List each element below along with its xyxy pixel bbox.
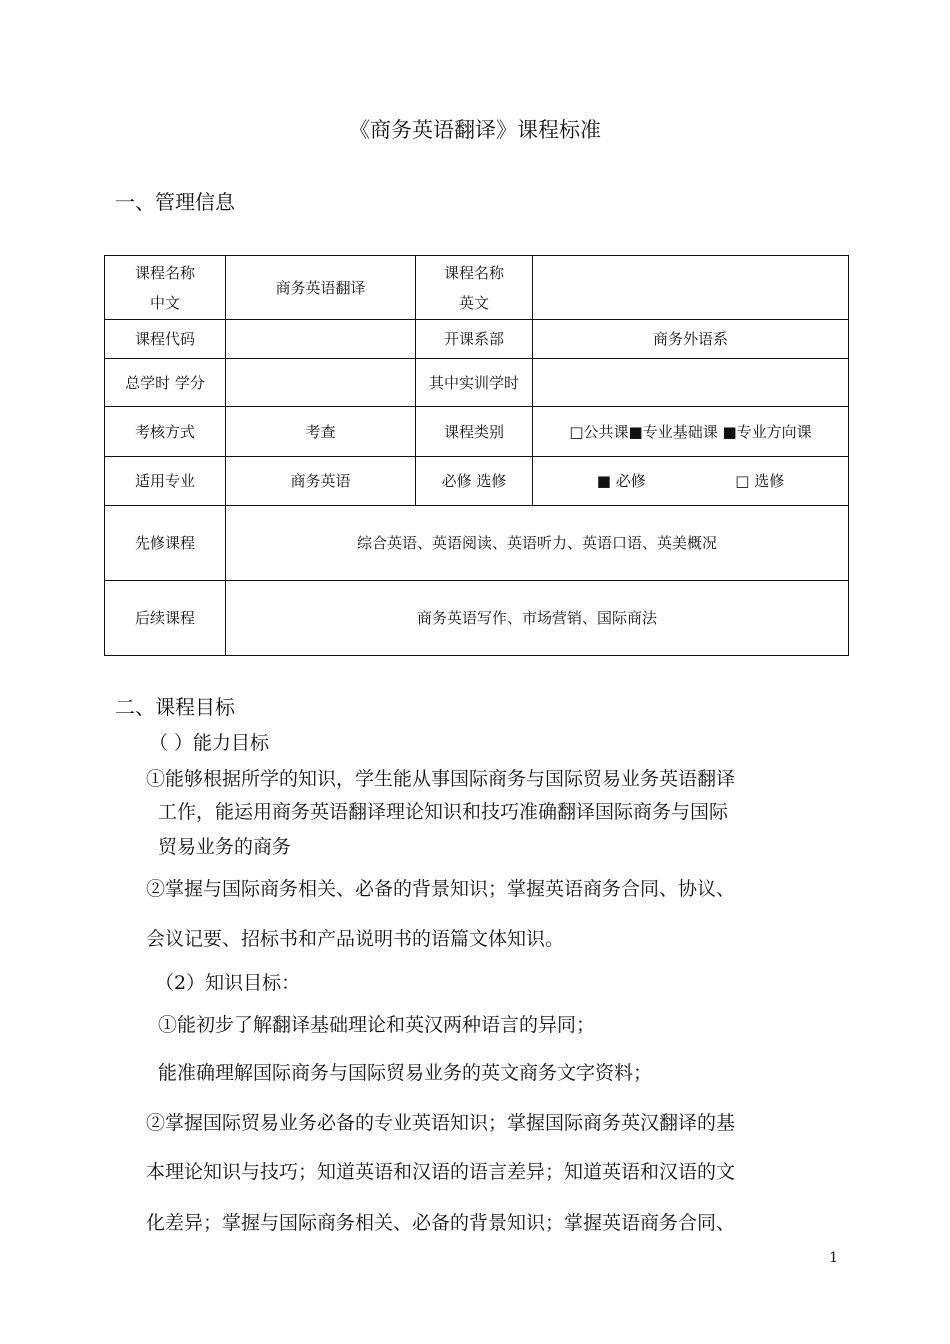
table-cell [533,457,849,506]
document-title: 《商务英语翻译》课程标准 [349,118,601,142]
paragraph-line: ②掌握国际贸易业务必备的专业英语知识；掌握国际商务英汉翻译的基 [146,1112,736,1134]
paragraph-line: ①能初步了解翻译基础理论和英汉两种语言的异同； [158,1014,596,1036]
paragraph-line: （ ）能力目标 [149,732,270,754]
paragraph-line: 本理论知识与技巧；知道英语和汉语的语言差异；知道英语和汉语的文 [146,1161,736,1183]
section-heading-management-info: 一、管理信息 [115,190,235,214]
table-cell: 课程代码 [105,320,226,359]
table-cell: □公共课■专业基础课 ■专业方向课 [533,407,849,457]
table-cell [416,256,533,320]
paragraph-line: （2）知识目标： [155,972,301,994]
page-number: 1 [829,1250,838,1266]
table-cell [226,320,416,359]
table-cell: 适用专业 [105,457,226,506]
required-option: ■ 必修 [596,472,646,490]
course-info-table [104,255,849,656]
paragraph-line: 工作，能运用商务英语翻译理论知识和技巧准确翻译国际商务与国际 [158,801,729,823]
paragraph-line: ①能够根据所学的知识，学生能从事国际商务与国际贸易业务英语翻译 [146,768,736,790]
table-cell: 必修 选修 [416,457,533,506]
table-cell [105,256,226,320]
table-row [105,256,849,320]
cell-label: 英文 [458,293,489,312]
paragraph-line: ②掌握与国际商务相关、必备的背景知识；掌握英语商务合同、协议、 [146,878,736,900]
table-cell [533,359,849,407]
table-cell: 其中实训学时 [416,359,533,407]
table-row [105,407,849,457]
table-cell: 总学时 学分 [105,359,226,407]
section-heading-course-objectives: 二、课程目标 [115,695,235,719]
paragraph-line: 会议记要、招标书和产品说明书的语篇文体知识。 [146,928,565,950]
cell-label: 课程名称 [443,263,504,282]
table-row [105,581,849,656]
table-cell: 考核方式 [105,407,226,457]
table-cell: 先修课程 [105,506,226,581]
paragraph-line: 化差异；掌握与国际商务相关、必备的背景知识；掌握英语商务合同、 [146,1212,736,1234]
table-cell: 课程类别 [416,407,533,457]
cell-label: 中文 [149,293,180,312]
table-cell: 综合英语、英语阅读、英语听力、英语口语、英美概况 [226,506,849,581]
table-row [105,359,849,407]
table-row [105,457,849,506]
table-row [105,506,849,581]
table-cell: 后续课程 [105,581,226,656]
table-cell: 商务英语写作、市场营销、国际商法 [226,581,849,656]
elective-option: □ 选修 [735,472,785,490]
table-cell: 商务英语翻译 [226,256,416,320]
table-cell: 商务外语系 [533,320,849,359]
table-cell [226,359,416,407]
table-cell: 开课系部 [416,320,533,359]
table-cell: 商务英语 [226,457,416,506]
cell-label: 课程名称 [134,263,195,282]
paragraph-line: 能准确理解国际商务与国际贸易业务的英文商务文字资料； [158,1062,653,1084]
paragraph-line: 贸易业务的商务 [158,836,292,858]
table-row [105,320,849,359]
table-cell: 考查 [226,407,416,457]
table-cell [533,256,849,320]
